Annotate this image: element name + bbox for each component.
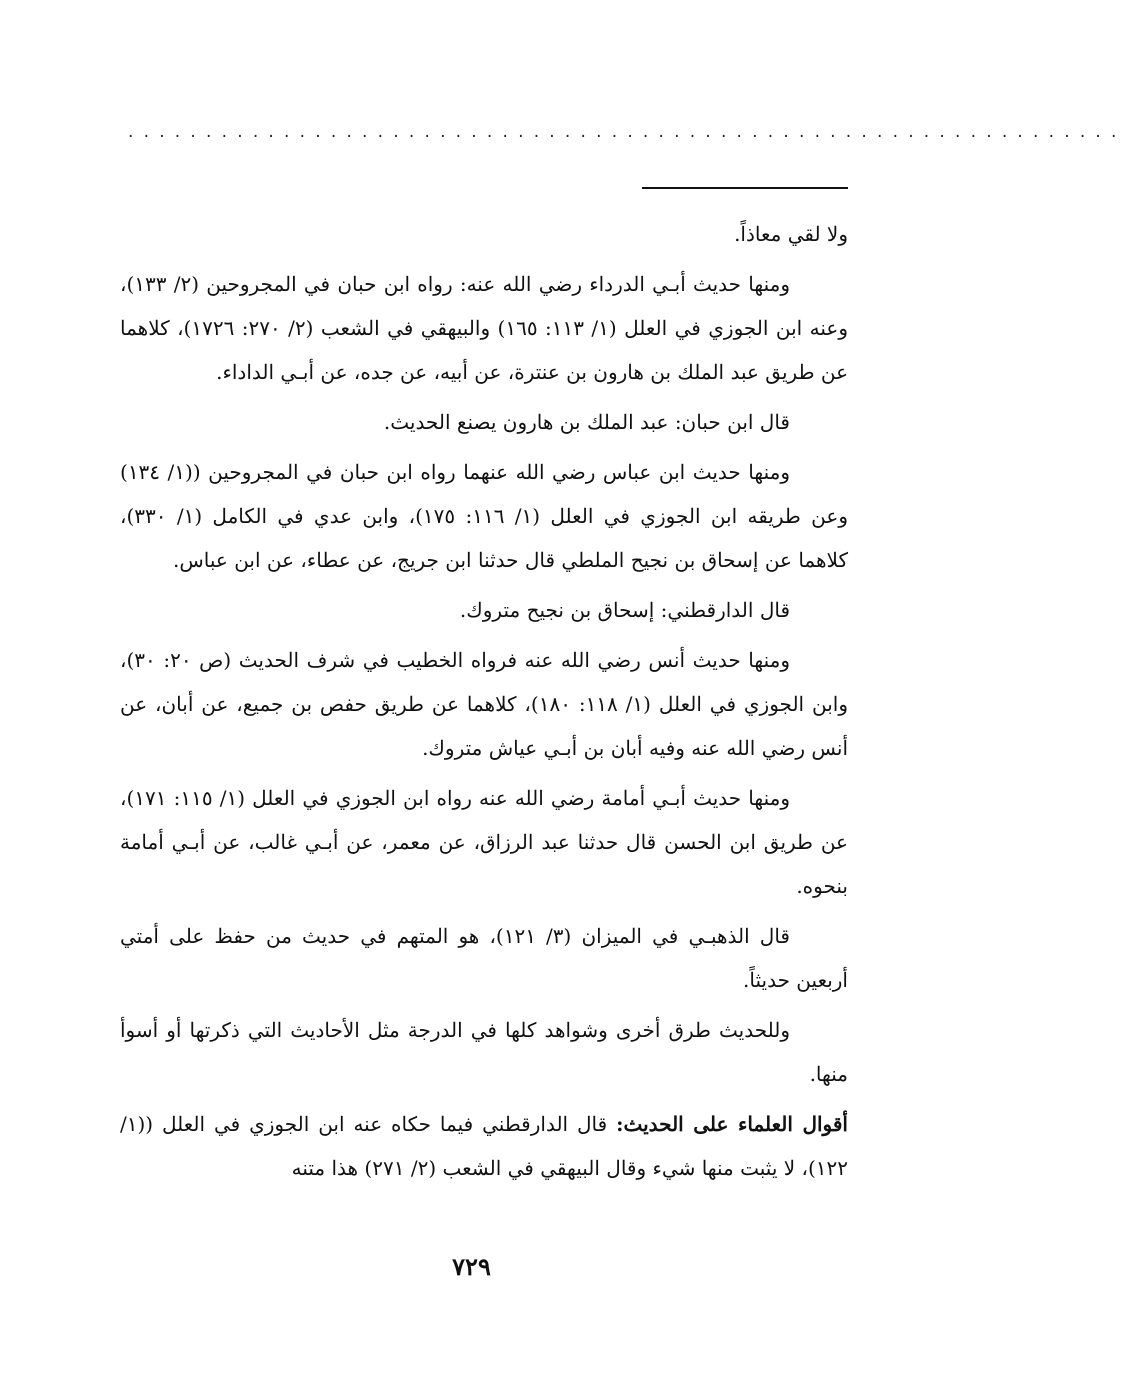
paragraph-1: ولا لقي معاذاً. [734, 222, 848, 246]
paragraph-5: قال الدارقطني: إسحاق بن نجيح متروك. [459, 598, 790, 622]
paragraph-10-text: قال الدارقطني فيما حكاه عنه ابن الجوزي في العلل ((١/ ١٢٢)، لا يثبت منها شيء وقال البيهقي في الشعب (٢/ ٢٧١) هذا متنه [120, 1112, 848, 1180]
paragraph-4: ومنها حديث ابن عباس رضي الله عنهما رواه ابن حبان في المجروحين ((١/ ١٣٤) وعن طريقه ابن الجوزي في العلل (١/ ١١٦: ١٧٥)، وابن عدي في الكامل (١/ ٣٣٠)، كلاهما عن إسحاق بن نجيح الملطي قال حدثنا ابن جريج، عن عطاء، عن ابن عباس. [120, 460, 848, 572]
paragraph-9: وللحديث طرق أخرى وشواهد كلها في الدرجة مثل الأحاديث التي ذكرتها أو أسوأ منها. [120, 1018, 848, 1086]
paragraph-8: قال الذهبـي في الميزان (٣/ ١٢١)، هو المتهم في حديث من حفظ على أمتي أربعين حديثاً. [120, 924, 848, 992]
scholars-statements-heading: أقوال العلماء على الحديث: [616, 1112, 848, 1136]
paragraph-7: ومنها حديث أبـي أمامة رضي الله عنه رواه ابن الجوزي في العلل (١/ ١١٥: ١٧١)، عن طريق ابن الحسن قال حدثنا عبد الرزاق، عن معمر، عن أبـي غالب، عن أبـي أمامة بنحوه. [120, 786, 848, 898]
paragraph-10 [120, 1102, 848, 1190]
page-number: ٧٢٩ [452, 1252, 491, 1281]
dotted-separator: ................................................................ [128, 122, 1127, 142]
main-text [120, 212, 848, 1196]
paragraph-3: قال ابن حبان: عبد الملك بن هارون يصنع الحديث. [383, 410, 790, 434]
footnote-rule [642, 187, 848, 189]
paragraph-2: ومنها حديث أبـي الدرداء رضي الله عنه: رواه ابن حبان في المجروحين (٢/ ١٣٣)، وعنه ابن الجوزي في العلل (١/ ١١٣: ١٦٥) والبيهقي في الشعب (٢/ ٢٧٠: ١٧٢٦)، كلاهما عن طريق عبد الملك بن هارون بن عنترة، عن أبيه، عن جده، عن أبـي الداداء. [120, 272, 848, 384]
paragraph-6: ومنها حديث أنس رضي الله عنه فرواه الخطيب في شرف الحديث (ص ٢٠: ٣٠)، وابن الجوزي في العلل (١/ ١١٨: ١٨٠)، كلاهما عن طريق حفص بن جميع، عن أبان، عن أنس رضي الله عنه وفيه أبان بن أبـي عياش متروك. [120, 648, 848, 760]
